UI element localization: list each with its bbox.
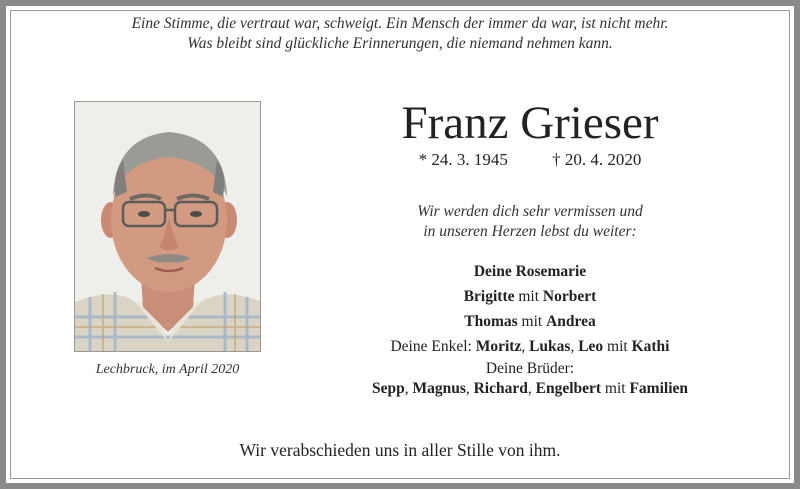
mourners-list <box>300 259 760 399</box>
mourner-brothers: Sepp, Magnus, Richard, Engelbert mit Familien <box>371 380 689 397</box>
mourner-child-1: Brigitte mit Norbert <box>463 288 597 305</box>
portrait-illustration <box>75 102 261 352</box>
motto-line-1: Eine Stimme, die vertraut war, schweigt. Ein Mensch der immer da war, ist nicht mehr. <box>131 15 669 32</box>
birth-date: * 24. 3. 1945 <box>418 150 508 169</box>
motto <box>0 14 800 54</box>
mourner-child-2: Thomas mit Andrea <box>464 313 596 330</box>
quote-line-2: in unseren Herzen lebst du weiter: <box>423 223 637 240</box>
motto-line-2: Was bleibt sind glückliche Erinnerungen, die niemand nehmen kann. <box>187 35 613 52</box>
deceased-name: Franz Grieser <box>401 97 659 149</box>
mourner-grandchildren: Deine Enkel: Moritz, Lukas, Leo mit Kathi <box>390 338 670 355</box>
farewell-quote <box>330 202 730 242</box>
photo-caption: Lechbruck, im April 2020 <box>95 362 240 377</box>
life-dates <box>330 150 730 170</box>
quote-line-1: Wir werden dich sehr vermissen und <box>417 203 643 220</box>
closing-statement: Wir verabschieden uns in aller Stille von ihm. <box>239 440 561 460</box>
portrait-photo <box>74 101 261 352</box>
death-date: † 20. 4. 2020 <box>552 150 642 169</box>
mourner-brothers-label: Deine Brüder: <box>485 360 575 377</box>
mourner-wife: Deine Rosemarie <box>473 263 587 280</box>
